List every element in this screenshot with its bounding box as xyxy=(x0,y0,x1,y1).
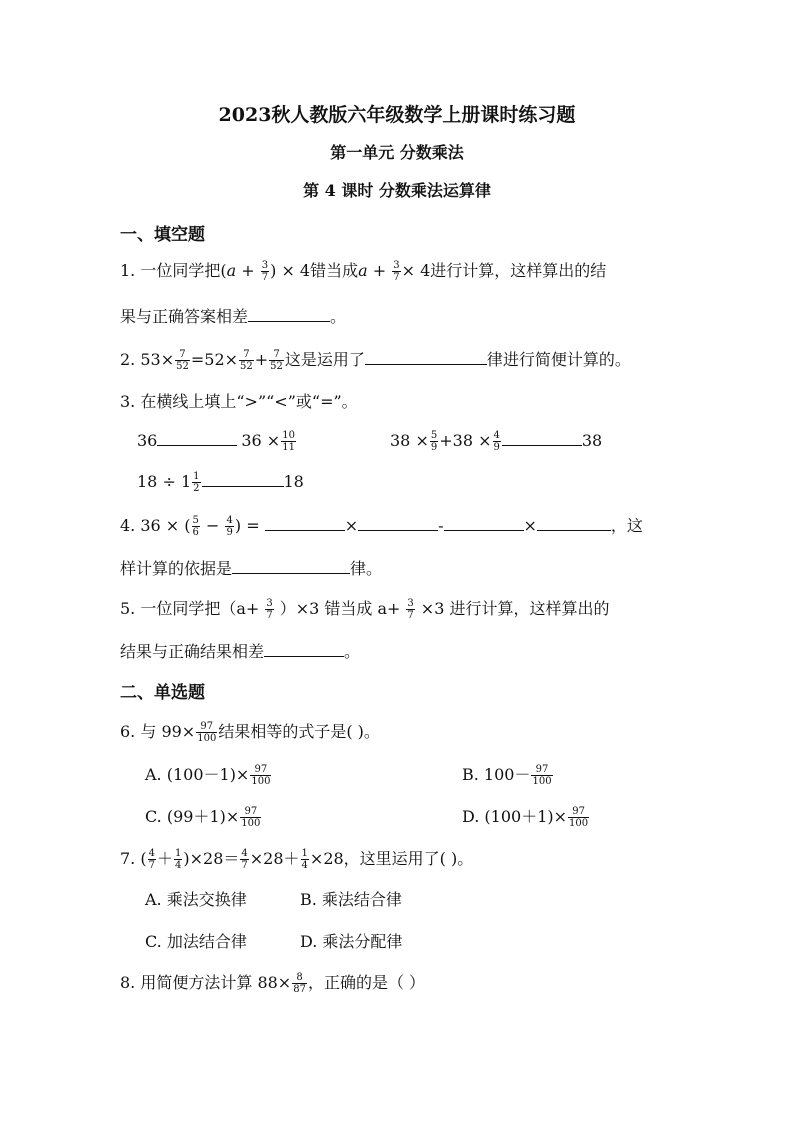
q7-text-e: ×28，这里运用了( )。 xyxy=(309,849,474,868)
fraction-numerator: 3 xyxy=(261,260,269,271)
q7-text-a: 7. ( xyxy=(120,849,147,868)
q1-text-a: 一位同学把( xyxy=(140,261,227,280)
q4-comma: ，这 xyxy=(610,516,643,535)
answer-blank[interactable] xyxy=(502,431,582,446)
fraction xyxy=(196,721,217,744)
q3-c-left: 18 ÷ 1 xyxy=(137,472,192,491)
fraction-denominator: 7 xyxy=(266,610,273,621)
answer-blank[interactable] xyxy=(365,350,487,365)
q4-text-d: 律。 xyxy=(350,559,383,578)
question-7 xyxy=(120,846,473,871)
fraction-denominator: 100 xyxy=(241,818,261,829)
fraction-numerator: 3 xyxy=(393,260,400,271)
fraction xyxy=(175,349,190,372)
q1-var-a: a xyxy=(226,261,237,280)
q3-b-part-1: 38 × xyxy=(390,431,429,450)
option-label: B. 100－ xyxy=(462,765,531,784)
fraction-numerator: 3 xyxy=(407,598,414,609)
question-3-item-b xyxy=(390,430,602,453)
unit-title: 第一单元 分数乘法 xyxy=(330,143,464,162)
option-label: C. (99＋1)× xyxy=(145,807,240,826)
fraction xyxy=(174,848,182,871)
fraction-denominator: 2 xyxy=(193,483,200,494)
q7-text-d: ×28＋ xyxy=(249,849,300,868)
answer-blank[interactable] xyxy=(202,472,284,487)
question-number: 1. xyxy=(120,261,136,280)
q6-text-b: 结果相等的式子是( )。 xyxy=(218,722,380,741)
fraction-numerator: 8 xyxy=(296,972,303,983)
fraction-numerator: 4 xyxy=(493,430,500,441)
q2-text-c: + xyxy=(254,350,269,369)
fraction-numerator: 97 xyxy=(535,764,549,775)
q3-a-right: 36 × xyxy=(241,431,281,450)
fraction-denominator: 7 xyxy=(241,860,248,871)
q5-text-e: 。 xyxy=(344,642,361,661)
question-4-line-2 xyxy=(120,556,382,579)
fraction-numerator: 1 xyxy=(193,471,200,482)
question-1-line-1 xyxy=(120,258,606,283)
fraction-denominator: 52 xyxy=(240,361,253,372)
q4-text-c: 样计算的依据是 xyxy=(120,559,233,578)
fraction xyxy=(261,260,269,283)
fraction-numerator: 3 xyxy=(266,598,273,609)
q4-times-1: × xyxy=(344,516,359,535)
fraction-numerator: 10 xyxy=(282,430,295,441)
q6-option-a[interactable] xyxy=(145,762,272,787)
option-label: A. (100－1)× xyxy=(145,765,250,784)
answer-blank[interactable] xyxy=(157,431,237,446)
fraction-denominator: 4 xyxy=(174,860,182,871)
q1-text-c: × 4进行计算，这样算出的结 xyxy=(401,261,607,280)
q1-text-d: 果与正确答案相差 xyxy=(120,307,249,326)
fraction-numerator: 97 xyxy=(244,806,258,817)
q4-minus: − xyxy=(200,516,225,535)
q5-text-a: 5. 一位同学把（a+ xyxy=(120,599,260,618)
answer-blank[interactable] xyxy=(264,642,344,657)
fraction xyxy=(250,764,271,787)
answer-blank[interactable] xyxy=(248,307,330,322)
q3-a-left: 36 xyxy=(137,431,158,450)
fraction xyxy=(240,848,248,871)
q3-c-right: 18 xyxy=(283,472,304,491)
fraction xyxy=(301,848,309,871)
q7-option-b[interactable]: B. 乘法结合律 xyxy=(300,890,402,909)
fraction xyxy=(292,972,307,995)
q4-dash: - xyxy=(438,516,444,535)
answer-blank[interactable] xyxy=(265,516,345,531)
answer-blank[interactable] xyxy=(444,516,524,531)
question-3-item-a xyxy=(137,430,297,453)
fraction-denominator: 9 xyxy=(226,527,233,538)
q7-text-c: )×28＝ xyxy=(183,849,240,868)
q2-text-b: =52× xyxy=(190,350,239,369)
q1-plus: + xyxy=(236,261,260,280)
q5-text-b: ）×3 错当成 a+ xyxy=(279,599,401,618)
fraction-denominator: 100 xyxy=(569,818,589,829)
lesson-title: 第 4 课时 分数乘法运算律 xyxy=(303,181,491,200)
section-fill-heading: 一、填空题 xyxy=(120,225,205,245)
q6-option-b[interactable] xyxy=(462,762,554,787)
fraction-numerator: 7 xyxy=(273,349,280,360)
q5-text-c: ×3 进行计算，这样算出的 xyxy=(420,599,610,618)
question-5-line-2 xyxy=(120,639,360,662)
q7-text-b: ＋ xyxy=(156,849,173,868)
answer-blank[interactable] xyxy=(358,516,438,531)
fraction xyxy=(239,349,254,372)
fraction xyxy=(493,430,501,453)
answer-blank[interactable] xyxy=(537,516,611,531)
q3-b-part-2: +38 × xyxy=(439,431,492,450)
q2-text-e: 律进行简便计算的。 xyxy=(486,350,631,369)
fraction xyxy=(240,806,261,829)
fraction-denominator: 100 xyxy=(251,776,271,787)
fraction xyxy=(192,471,200,494)
q2-text-d: 这是运用了 xyxy=(284,350,365,369)
fraction-numerator: 5 xyxy=(192,515,199,526)
q8-text-a: 8. 用简便方法计算 88× xyxy=(120,973,292,992)
page-title: 2023秋人教版六年级数学上册课时练习题 xyxy=(218,104,576,126)
fraction xyxy=(430,430,438,453)
fraction-numerator: 5 xyxy=(430,430,438,441)
q1-text-e: 。 xyxy=(330,307,347,326)
fraction xyxy=(269,349,284,372)
fraction xyxy=(148,848,156,871)
q1-text-b: ) × 4错当成 xyxy=(270,261,359,280)
question-1-line-2 xyxy=(120,304,346,327)
q4-text-a: 4. 36 × ( xyxy=(120,516,191,535)
fraction xyxy=(281,430,296,453)
q4-times-2: × xyxy=(523,516,537,535)
q2-text-a: 2. 53× xyxy=(120,350,175,369)
fraction xyxy=(192,515,200,538)
fraction-denominator: 11 xyxy=(282,442,295,453)
q4-text-b: ) = xyxy=(234,516,265,535)
fraction-numerator: 1 xyxy=(174,848,182,859)
fraction xyxy=(531,764,552,787)
fraction-denominator: 87 xyxy=(293,984,306,995)
fraction-denominator: 7 xyxy=(393,272,400,283)
fraction-denominator: 7 xyxy=(407,610,414,621)
fraction-denominator: 52 xyxy=(270,361,283,372)
q6-option-c[interactable] xyxy=(145,804,262,829)
q6-option-d[interactable] xyxy=(462,804,590,829)
fraction-denominator: 9 xyxy=(430,442,438,453)
q7-option-c[interactable]: C. 加法结合律 xyxy=(145,932,247,951)
fraction-denominator: 100 xyxy=(197,733,217,744)
fraction-numerator: 7 xyxy=(243,349,250,360)
fraction-numerator: 1 xyxy=(301,848,308,859)
section-choice-heading: 二、单选题 xyxy=(120,683,205,703)
fraction-numerator: 4 xyxy=(226,515,233,526)
fraction xyxy=(265,598,273,621)
q8-text-b: ，正确的是（ ） xyxy=(307,973,426,992)
question-2 xyxy=(120,347,631,372)
question-4-line-1 xyxy=(120,513,643,538)
fraction xyxy=(392,260,400,283)
q6-text-a: 6. 与 99× xyxy=(120,722,196,741)
fraction-numerator: 97 xyxy=(254,764,268,775)
fraction-numerator: 4 xyxy=(241,848,248,859)
fraction-numerator: 97 xyxy=(572,806,585,817)
q7-option-a[interactable]: A. 乘法交换律 xyxy=(145,890,247,909)
question-8 xyxy=(120,970,425,995)
q1-plus-2: + xyxy=(367,261,392,280)
option-label: D. (100＋1)× xyxy=(462,807,568,826)
fraction-denominator: 100 xyxy=(532,776,552,787)
fraction-denominator: 4 xyxy=(301,860,308,871)
fraction xyxy=(568,806,589,829)
question-3: 3. 在横线上填上“>”“<”或“=”。 xyxy=(120,392,358,411)
q5-text-d: 结果与正确结果相差 xyxy=(120,642,265,661)
q7-option-d[interactable]: D. 乘法分配律 xyxy=(300,932,403,951)
fraction-denominator: 6 xyxy=(192,527,199,538)
q1-var-a-2: a xyxy=(358,261,368,280)
question-6 xyxy=(120,719,380,744)
fraction-denominator: 52 xyxy=(176,361,189,372)
answer-blank[interactable] xyxy=(232,559,350,574)
question-3-item-c xyxy=(137,471,304,494)
fraction-numerator: 7 xyxy=(179,349,186,360)
fraction-numerator: 4 xyxy=(148,848,155,859)
q3-b-right: 38 xyxy=(581,431,603,450)
fraction-denominator: 7 xyxy=(261,272,269,283)
fraction-denominator: 7 xyxy=(148,860,155,871)
fraction-denominator: 9 xyxy=(493,442,500,453)
question-5-line-1 xyxy=(120,596,609,621)
fraction xyxy=(225,515,233,538)
fraction xyxy=(406,598,414,621)
fraction-numerator: 97 xyxy=(200,721,214,732)
